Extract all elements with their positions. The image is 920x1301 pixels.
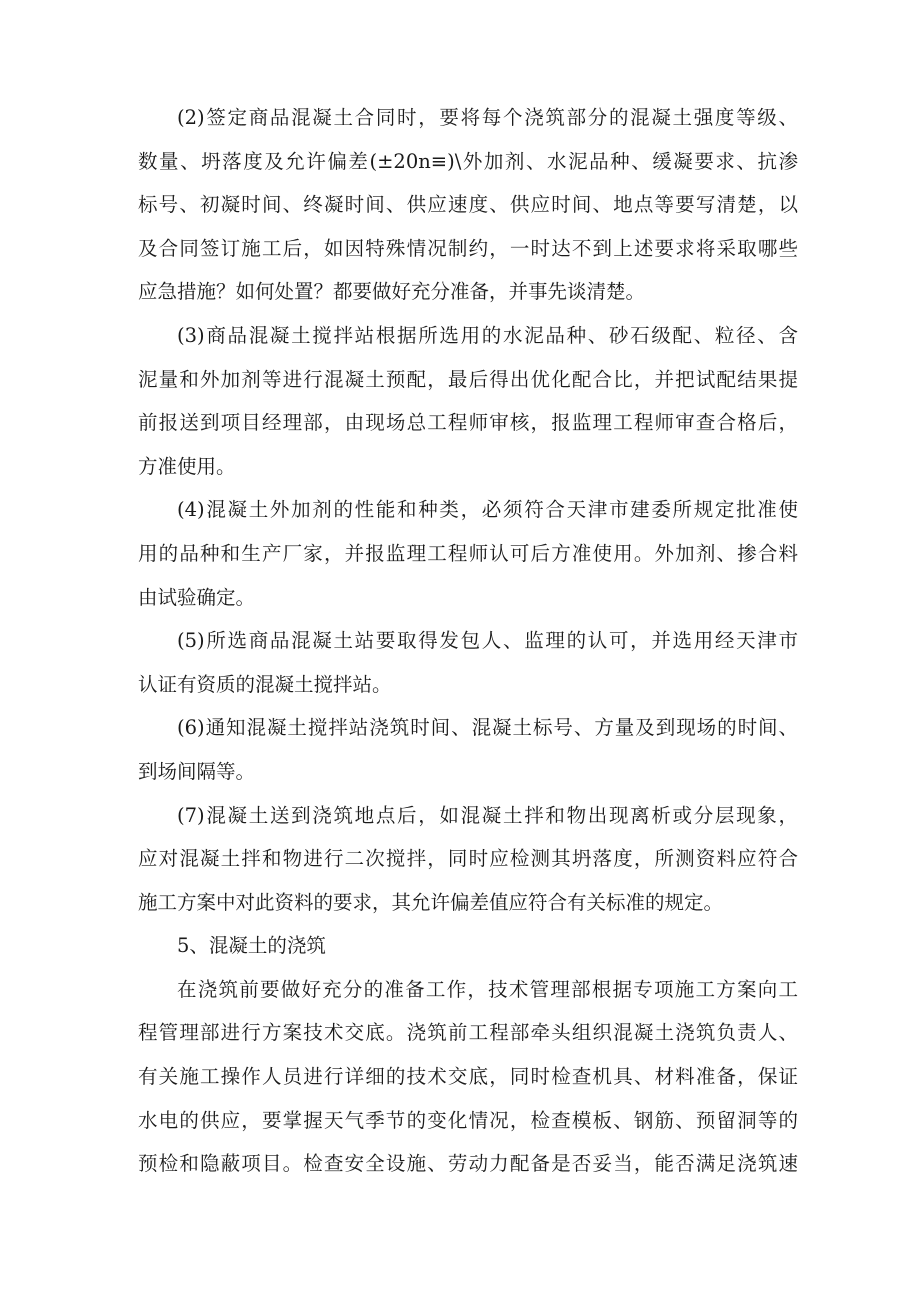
paragraph-4-line-1: (4)混凝土外加剂的性能和种类，必须符合天津市建委所规定批准使: [177, 498, 798, 522]
paragraph-5-line-2: 认证有资质的混凝土搅拌站。: [138, 672, 392, 696]
paragraph-3-line-2: 泥量和外加剂等进行混凝土预配，最后得出优化配合比，并把试配结果提: [138, 367, 798, 391]
paragraph-3-line-1: (3)商品混凝土搅拌站根据所选用的水泥品种、砂石级配、粒径、含: [177, 323, 798, 347]
paragraph-2-line-5: 应急措施？如何处置？都要做好充分准备，并事先谈清楚。: [138, 280, 646, 304]
paragraph-3-line-3: 前报送到项目经理部，由现场总工程师审核，报监理工程师审查合格后，: [138, 411, 798, 435]
paragraph-2-line-3: 标号、初凝时间、终凝时间、供应速度、供应时间、地点等要写清楚，以: [138, 193, 798, 217]
paragraph-2-line-2: 数量、坍落度及允许偏差(±20n≡)\外加剂、水泥品种、缓凝要求、抗渗: [138, 149, 798, 173]
paragraph-4-line-2: 用的品种和生产厂家，并报监理工程师认可后方准使用。外加剂、掺合料: [138, 541, 798, 565]
section-heading: 5、混凝土的浇筑: [177, 934, 326, 958]
paragraph-5-line-1: (5)所选商品混凝土站要取得发包人、监理的认可，并选用经天津市: [177, 629, 798, 653]
paragraph-8-line-3: 有关施工操作人员进行详细的技术交底，同时检查机具、材料准备，保证: [138, 1065, 798, 1089]
paragraph-2-line-4: 及合同签订施工后，如因特殊情况制约，一时达不到上述要求将采取哪些: [138, 236, 798, 260]
paragraph-4-line-3: 由试验确定。: [138, 585, 256, 609]
paragraph-7-line-1: (7)混凝土送到浇筑地点后，如混凝土拌和物出现离析或分层现象，: [177, 803, 798, 827]
paragraph-8-line-5: 预检和隐蔽项目。检查安全设施、劳动力配备是否妥当，能否满足浇筑速: [138, 1152, 798, 1176]
paragraph-8-line-4: 水电的供应，要掌握天气季节的变化情况，检查模板、钢筋、预留洞等的: [138, 1108, 798, 1132]
paragraph-8-line-1: 在浇筑前要做好充分的准备工作，技术管理部根据专项施工方案向工: [177, 977, 798, 1001]
paragraph-7-line-3: 施工方案中对此资料的要求，其允许偏差值应符合有关标准的规定。: [138, 890, 724, 914]
paragraph-8-line-2: 程管理部进行方案技术交底。浇筑前工程部牵头组织混凝土浇筑负责人、: [138, 1021, 798, 1045]
paragraph-3-line-4: 方准使用。: [138, 454, 236, 478]
paragraph-2-line-1: (2)签定商品混凝土合同时，要将每个浇筑部分的混凝土强度等级、: [177, 106, 798, 129]
paragraph-7-line-2: 应对混凝土拌和物进行二次搅拌，同时应检测其坍落度，所测资料应符合: [138, 847, 798, 871]
paragraph-6-line-2: 到场间隔等。: [138, 759, 256, 783]
document-body: [138, 96, 798, 1186]
paragraph-6-line-1: (6)通知混凝土搅拌站浇筑时间、混凝土标号、方量及到现场的时间、: [177, 716, 798, 740]
